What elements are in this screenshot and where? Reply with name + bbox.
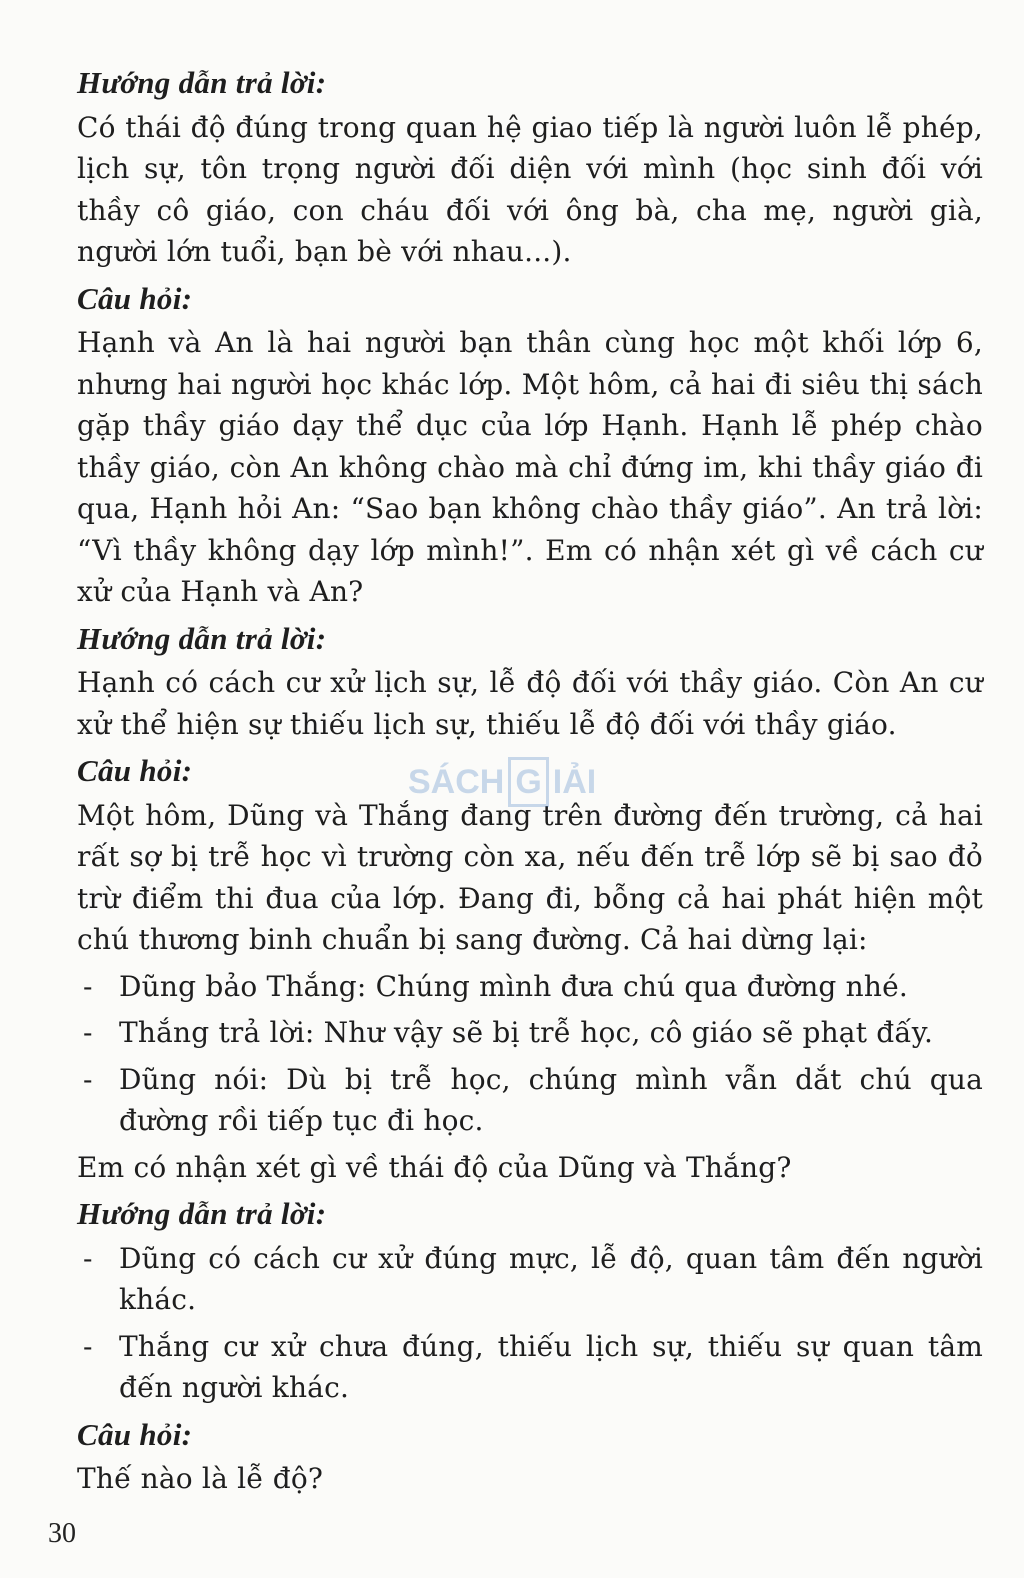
- page-number: 30: [48, 1518, 76, 1549]
- paragraph: Hạnh và An là hai người bạn thân cùng học một khối lớp 6, nhưng hai người học khác lớp. Một hôm, cả hai đi siêu thị sách gặp thầy giáo dạy thể dục của lớp Hạnh. Hạnh lễ phép chào thầy giáo, còn An không chào mà chỉ đứng im, khi thầy giáo đi qua, Hạnh hỏi An: “Sao bạn không chào thầy giáo”. An trả lời: “Vì thầy không dạy lớp mình!”. Em có nhận xét gì về cách cư xử của Hạnh và An?: [77, 326, 983, 608]
- list-item: [77, 1059, 983, 1142]
- list-item-text: Thắng cư xử chưa đúng, thiếu lịch sự, thiếu sự quan tâm đến người khác.: [119, 1329, 983, 1404]
- list-marker: -: [83, 1062, 93, 1096]
- list-item-text: Dũng nói: Dù bị trễ học, chúng mình vẫn dắt chú qua đường rồi tiếp tục đi học.: [119, 1062, 983, 1137]
- list-item: [77, 966, 983, 1008]
- section-heading: Câu hỏi:: [77, 753, 193, 788]
- section-heading: Hướng dẫn trả lời:: [77, 1196, 327, 1231]
- paragraph: Có thái độ đúng trong quan hệ giao tiếp là người luôn lễ phép, lịch sự, tôn trọng người đối diện với mình (học sinh đối với thầy cô giáo, con cháu đối với ông bà, cha mẹ, người già, người lớn tuổi, bạn bè với nhau...).: [77, 110, 983, 268]
- list-item: [77, 1012, 983, 1054]
- list-marker: -: [83, 1016, 93, 1049]
- section-heading: Hướng dẫn trả lời:: [77, 620, 327, 656]
- list-item: [77, 1238, 983, 1321]
- paragraph: Em có nhận xét gì về thái độ của Dũng và Thắng?: [77, 1150, 792, 1184]
- watermark-text-left: SÁCH: [408, 762, 505, 801]
- list-item: [77, 1326, 983, 1409]
- page-content: [77, 58, 983, 1505]
- section-heading: Câu hỏi:: [77, 1416, 193, 1452]
- watermark-text-box: G: [508, 757, 548, 807]
- paragraph: Một hôm, Dũng và Thắng đang trên đường đến trường, cả hai rất sợ bị trễ học vì trường còn xa, nếu đến trễ lớp sẽ bị sao đỏ trừ điểm thi đua của lớp. Đang đi, bỗng cả hai phát hiện một chú thương binh chuẩn bị sang đường. Cả hai dừng lại:: [77, 798, 983, 956]
- section-heading: Câu hỏi:: [77, 280, 193, 316]
- list-item-text: Thắng trả lời: Như vậy sẽ bị trễ học, cô giáo sẽ phạt đấy.: [119, 1016, 934, 1049]
- dash-list: [77, 966, 983, 1142]
- paragraph: Hạnh có cách cư xử lịch sự, lễ độ đối với thầy giáo. Còn An cư xử thể hiện sự thiếu lịch sự, thiếu lễ độ đối với thầy giáo.: [77, 666, 983, 741]
- section-heading: Hướng dẫn trả lời:: [77, 65, 327, 100]
- list-marker: -: [83, 1329, 93, 1363]
- watermark-text-right: IẢI: [552, 762, 597, 801]
- dash-list: [77, 1238, 983, 1409]
- list-marker: -: [83, 969, 93, 1003]
- list-item-text: Dũng bảo Thắng: Chúng mình đưa chú qua đường nhé.: [119, 969, 908, 1003]
- list-item-text: Dũng có cách cư xử đúng mực, lễ độ, quan tâm đến người khác.: [119, 1241, 983, 1316]
- list-marker: -: [83, 1241, 93, 1275]
- paragraph: Thế nào là lễ độ?: [77, 1462, 324, 1495]
